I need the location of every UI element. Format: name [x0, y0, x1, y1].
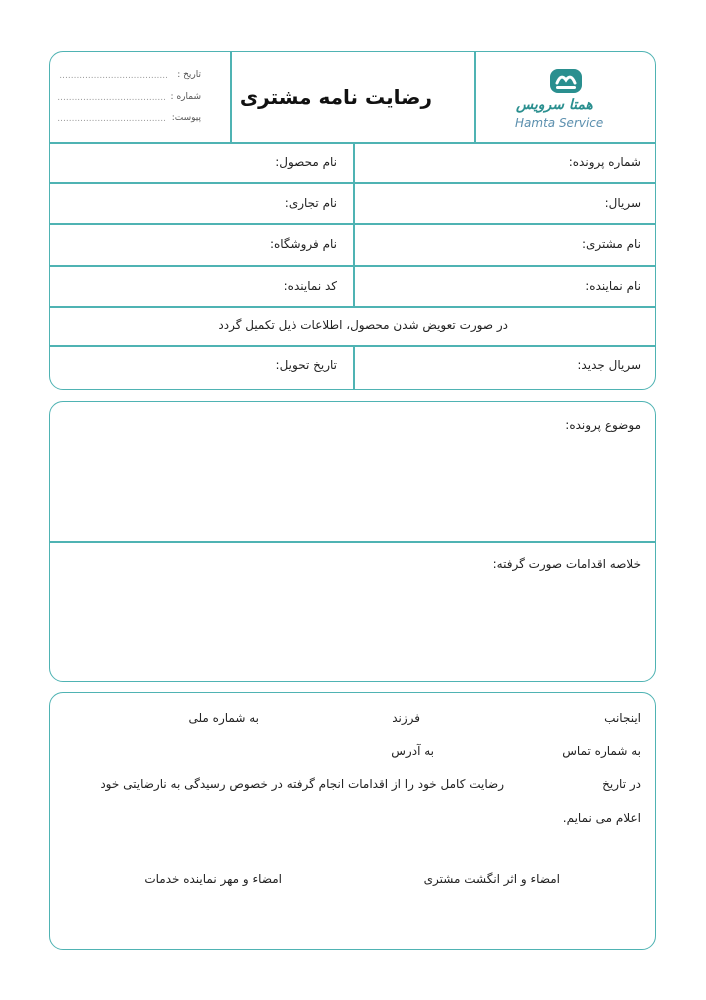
- logo-persian-text: همتا سرویس: [516, 97, 593, 113]
- replacement-note: در صورت تعویض شدن محصول، اطلاعات ذیل تکمیل گردد: [218, 318, 508, 332]
- attachment-dots: ......................................: [57, 114, 166, 124]
- file-number-label: شماره پرونده:: [568, 155, 641, 169]
- product-name-label: نام محصول:: [275, 155, 337, 169]
- declaration-i: اینجانب: [604, 711, 641, 725]
- declaration-national-id: به شماره ملی: [188, 711, 259, 725]
- declaration-satisfaction: رضایت کامل خود را از اقدامات انجام گرفته در خصوص رسیدگی به نارضایتی خود: [100, 777, 504, 791]
- agent-name-label: نام نماینده:: [585, 279, 641, 293]
- declaration-child-of: فرزند: [392, 711, 420, 725]
- agent-signature-label: امضاء و مهر نماینده خدمات: [144, 872, 282, 886]
- agent-code-label: کد نماینده:: [283, 279, 337, 293]
- declaration-phone: به شماره تماس: [562, 744, 641, 758]
- store-name-label: نام فروشگاه:: [269, 237, 337, 251]
- new-serial-label: سریال جدید:: [577, 358, 641, 372]
- customer-name-label: نام مشتری:: [581, 237, 641, 251]
- header-divider-left: [230, 51, 232, 142]
- date-dots: ......................................: [59, 71, 168, 81]
- column-divider: [353, 142, 355, 306]
- case-subject-label: موضوع پرونده:: [565, 418, 641, 432]
- declaration-on-date: در تاریخ: [602, 777, 641, 791]
- logo-english-text: Hamta Service: [515, 116, 604, 130]
- date-label: تاریخ :: [177, 70, 201, 80]
- serial-label: سریال:: [604, 196, 641, 210]
- number-dots: ......................................: [57, 93, 166, 103]
- delivery-date-label: تاریخ تحویل:: [275, 358, 337, 372]
- customer-signature-label: امضاء و اثر انگشت مشتری: [423, 872, 560, 886]
- declaration-announce: اعلام می نمایم.: [562, 811, 641, 825]
- column-divider: [353, 345, 355, 390]
- attachment-label: پیوست:: [171, 113, 201, 123]
- actions-summary-label: خلاصه اقدامات صورت گرفته:: [492, 557, 641, 571]
- page-title: رضایت نامه مشتری: [239, 85, 432, 109]
- case-divider: [49, 541, 656, 543]
- row-divider: [49, 306, 656, 308]
- declaration-address: به آدرس: [391, 744, 434, 758]
- logo-mark-icon: [548, 65, 584, 97]
- number-label: شماره :: [170, 92, 201, 102]
- logo: [476, 53, 654, 141]
- brand-name-label: نام تجاری:: [284, 196, 337, 210]
